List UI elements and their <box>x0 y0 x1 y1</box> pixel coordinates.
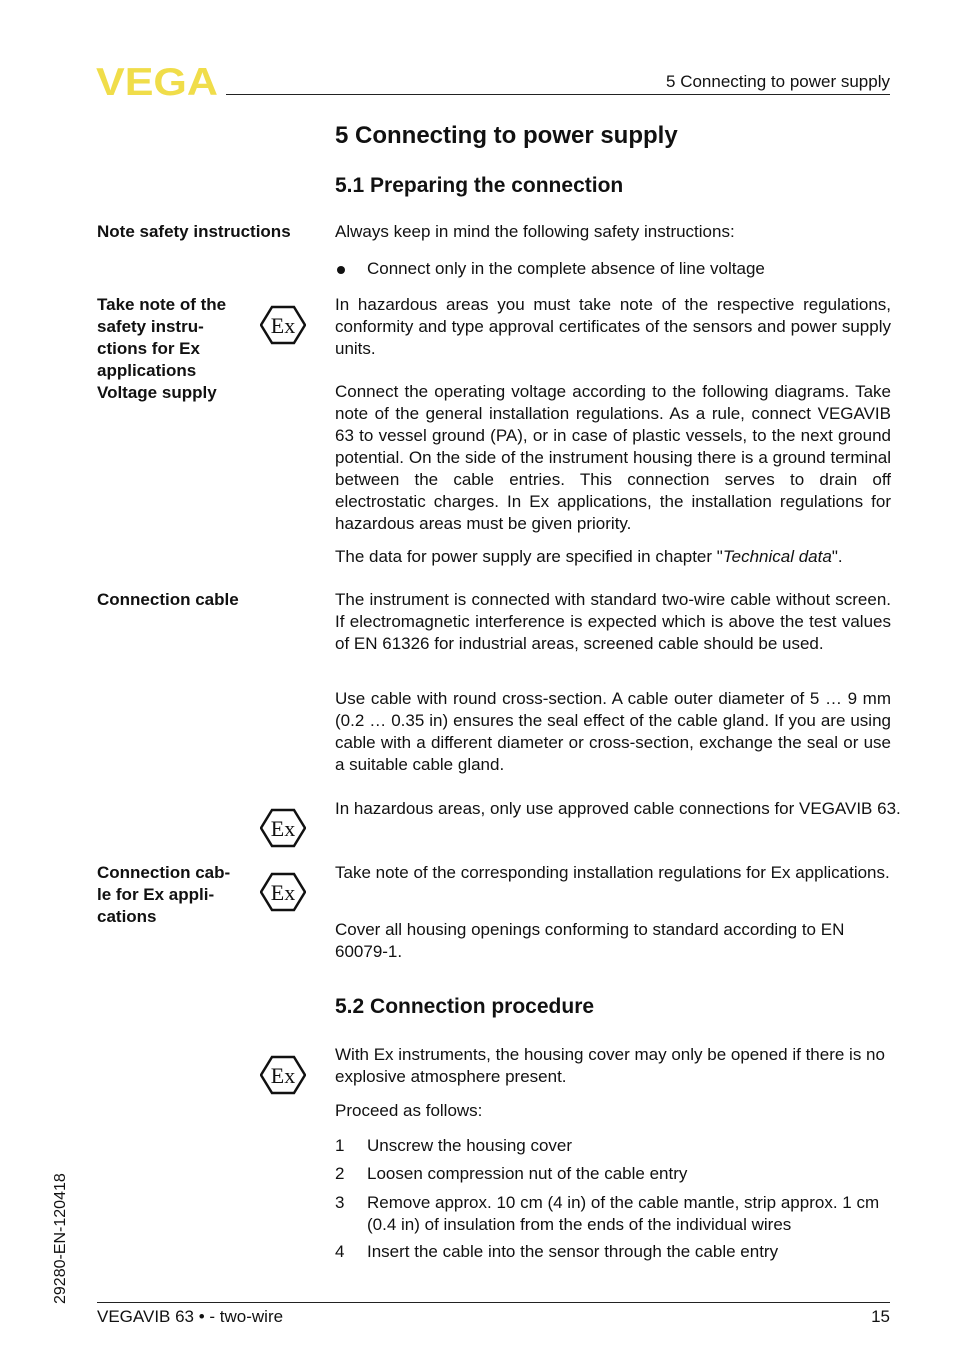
procedure-ex-text: With Ex instruments, the housing cover may only be opened if there is no explosive atmosphere present. <box>335 1045 885 1086</box>
section-5-2-title: 5.2 Connection procedure <box>335 995 595 1018</box>
procedure-intro: Proceed as follows: <box>335 1101 483 1120</box>
list-item: Connect only in the complete absence of line voltage <box>335 258 895 280</box>
footer-product: VEGAVIB 63 • - two-wire <box>97 1307 284 1326</box>
ex-regulations-text: In hazardous areas you must take note of the respective regulations, conformity and type approval certificates of the sensors and power supply units. <box>335 295 891 358</box>
ex-cable-text-2: Cover all housing openings conforming to standard according to EN 60079-1. <box>335 920 845 961</box>
svg-text:VEGA: VEGA <box>96 64 218 98</box>
ex-symbol-icon <box>260 305 306 345</box>
voltage-supply-text: Connect the operating voltage according to the following diagrams. Take note of the general installation regulations. As a rule, connect VEGAVIB 63 to vessel ground (PA), or in case of plastic vessels, to the next ground potential. On the side of the instrument housing there is a ground terminal between the cable entries. This connection serves to drain off electrostatic charges. In Ex applications, the installation regulations for hazardous areas must be given priority. <box>335 382 891 533</box>
list-item: 4 Insert the cable into the sensor through the cable entry <box>335 1242 779 1261</box>
svg-text:Ex: Ex <box>270 880 296 905</box>
svg-text:Ex: Ex <box>270 816 296 841</box>
side-ex-cable: Connection cab- le for Ex appli- cations <box>97 863 231 926</box>
list-item: 3 Remove approx. 10 cm (4 in) of the cable mantle, strip approx. 1 cm (0.4 in) of insulation from the ends of the individual wires <box>335 1193 880 1234</box>
ex-symbol-icon <box>260 808 306 848</box>
svg-text:Ex: Ex <box>270 1063 296 1088</box>
document-id: 29280-EN-120418 <box>52 1173 69 1304</box>
side-voltage-supply: Voltage supply <box>97 383 217 402</box>
list-item: 2 Loosen compression nut of the cable entry <box>335 1164 688 1183</box>
section-5-1-title: 5.1 Preparing the connection <box>335 174 624 197</box>
running-header: 5 Connecting to power supply <box>666 72 890 91</box>
cable-ex-text: In hazardous areas, only use approved cable connections for VEGAVIB 63. <box>335 799 901 818</box>
cable-text-2: Use cable with round cross-section. A cable outer diameter of 5 … 9 mm (0.2 … 0.35 in) ensures the seal effect of the cable gland. If you are using cable with a different diameter or cross-section, exchange the seal or use a suitable cable gland. <box>335 689 891 774</box>
svg-text:Ex: Ex <box>270 313 296 338</box>
footer-rule <box>97 1302 890 1303</box>
page-number: 15 <box>871 1307 890 1326</box>
list-item: 1 Unscrew the housing cover <box>335 1136 573 1155</box>
side-connection-cable: Connection cable <box>97 590 239 609</box>
chapter-title: 5 Connecting to power supply <box>335 122 678 149</box>
side-ex-safety: Take note of the safety instru- ctions for Ex applications <box>97 295 227 380</box>
header-rule <box>226 94 890 95</box>
ex-cable-text-1: Take note of the corresponding installation regulations for Ex applications. <box>335 863 890 882</box>
bullet-icon <box>337 266 345 274</box>
safety-intro: Always keep in mind the following safety instructions: <box>335 222 735 241</box>
technical-data-reference: The data for power supply are specified in chapter "Technical data". <box>335 547 843 566</box>
ex-symbol-icon <box>260 1055 306 1095</box>
side-note-safety: Note safety instructions <box>97 222 291 241</box>
ex-symbol-icon <box>260 872 306 912</box>
cable-text-1: The instrument is connected with standard two-wire cable without screen. If electromagnetic interference is expected which is above the test values of EN 61326 for industrial areas, screened cable should be used. <box>335 590 891 653</box>
vega-logo <box>96 64 220 98</box>
